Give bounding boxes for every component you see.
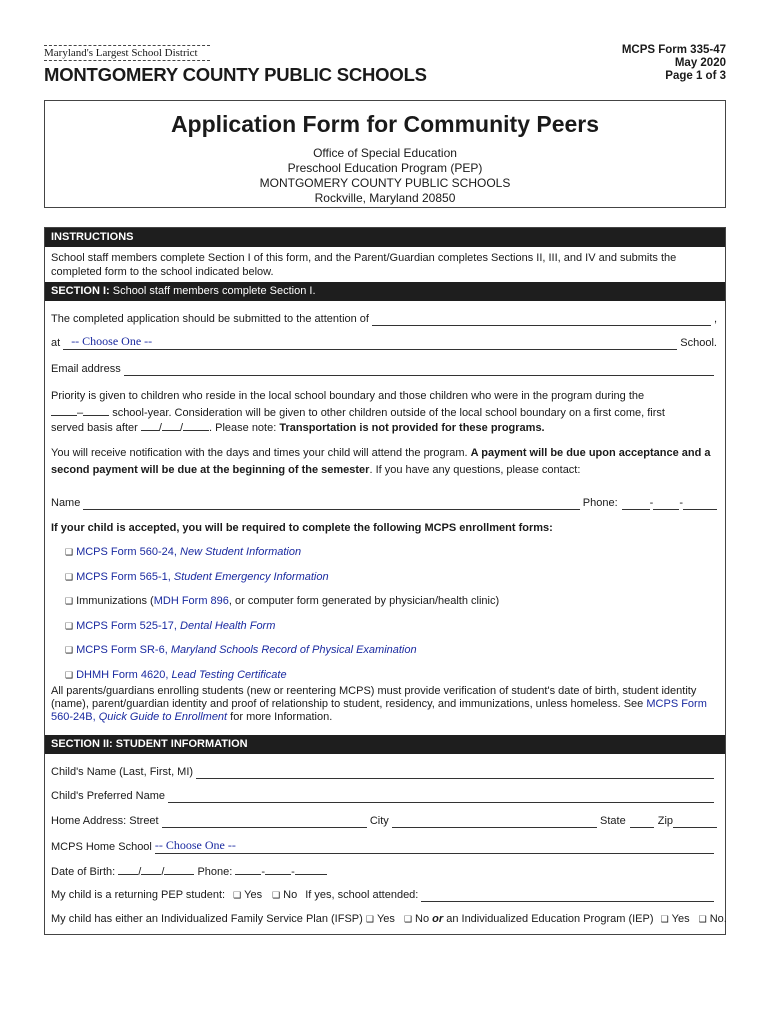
email-label: Email address: [51, 363, 121, 375]
child-name-label: Child's Name (Last, First, MI): [51, 766, 194, 778]
returning-row: [51, 888, 717, 902]
address-row: [51, 814, 717, 828]
form-item-sr-6[interactable]: [65, 643, 717, 657]
verify-end: for more Information.: [230, 711, 333, 723]
contact-phone-line[interactable]: [683, 498, 717, 510]
form-code: DHMH Form 4620,: [76, 669, 169, 681]
form-code: MCPS Form 525-17,: [76, 620, 177, 632]
zip-input[interactable]: [673, 816, 717, 828]
guide-form-name[interactable]: Quick Guide to Enrollment: [98, 711, 228, 723]
at-label: at: [51, 337, 61, 349]
checkbox-icon: ❑: [65, 645, 74, 655]
year-end-input[interactable]: [83, 404, 109, 416]
district-name-sub: MONTGOMERY COUNTY PUBLIC SCHOOLS: [259, 176, 511, 190]
school-select[interactable]: [63, 334, 677, 350]
school-attended-input[interactable]: [421, 890, 714, 902]
title-box: [44, 100, 726, 208]
preferred-name-label: Child's Preferred Name: [51, 790, 165, 802]
served-basis-label: served basis after: [51, 422, 138, 434]
verify-text: All parents/guardians enrolling students (new or reentering MCPS) must provide verification of student's date of birth, student identity (name), parent/guardian identity and proof of relationship to student, residency, and immunizations, unless homeless. See: [51, 685, 697, 710]
form-name: Student Emergency Information: [173, 571, 329, 583]
form-item-immunizations[interactable]: [65, 594, 717, 608]
ifsp-yes[interactable]: [366, 913, 395, 925]
iep-label: an Individualized Education Program (IEP): [446, 913, 654, 925]
dob-row: Date of Birth: / / Phone: - -: [51, 863, 717, 879]
street-input[interactable]: [162, 816, 367, 828]
main-form: [44, 227, 726, 935]
priority-line1: Priority is given to children who reside in the local school boundary and those children who were in the program during the: [51, 390, 645, 402]
if-yes-label: If yes, school attended:: [305, 889, 419, 901]
school-select-value: -- Choose One --: [71, 334, 153, 348]
checkbox-icon: ❑: [403, 914, 413, 924]
form-number: MCPS Form 335-47: [621, 44, 726, 56]
transportation-note: Transportation is not provided for these programs.: [279, 422, 545, 434]
guide-form-code[interactable]: MCPS Form 560-24B,: [51, 698, 707, 723]
yes-label: Yes: [244, 889, 263, 901]
returning-yes[interactable]: [233, 888, 262, 902]
instructions-text: School staff members complete Section I of this form, and the Parent/Guardian completes Sections II, III, and IV and submits the completed form to the school indicated below.: [51, 252, 677, 278]
school-row: [51, 334, 717, 350]
dob-day-input[interactable]: [141, 863, 161, 875]
form-date: May 2020: [674, 57, 726, 69]
checkbox-icon: ❑: [660, 914, 669, 924]
priority-line3: served basis after / / . Please note: Transportation is not provided for these programs.: [51, 419, 717, 435]
district-tagline: Maryland's Largest School District: [44, 45, 210, 61]
attention-input[interactable]: [372, 314, 711, 326]
checkbox-icon: ❑: [698, 914, 707, 924]
after-month-input[interactable]: [141, 419, 159, 431]
iep-no[interactable]: [699, 913, 727, 925]
immun-text-b: , or computer form generated by physician/health clinic): [228, 595, 500, 607]
checkbox-icon: ❑: [272, 890, 281, 900]
district-address: Rockville, Maryland 20850: [314, 191, 456, 205]
attention-label: The completed application should be submitted to the attention of: [51, 313, 369, 325]
notify-end: . If you have any questions, please contact:: [369, 464, 581, 476]
home-school-select-value: -- Choose One --: [154, 838, 236, 852]
form-name: Lead Testing Certificate: [171, 669, 287, 681]
priority-line2: – school-year. Consideration will be given to other children outside of the local school boundary on a first come, first: [51, 404, 717, 420]
accepted-heading: If your child is accepted, you will be required to complete the following MCPS enrollment forms:: [51, 522, 553, 534]
form-name: Maryland Schools Record of Physical Examination: [170, 644, 417, 656]
student-phone-label: Phone:: [197, 866, 233, 878]
instructions-heading: INSTRUCTIONS: [45, 228, 725, 247]
dob-year-input[interactable]: [164, 863, 194, 875]
contact-name-input[interactable]: [83, 498, 579, 510]
contact-phone-label: Phone:: [582, 497, 618, 509]
contact-phone-prefix[interactable]: [653, 498, 679, 510]
checkbox-icon: ❑: [233, 890, 242, 900]
notify-text: You will receive notification with the days and times your child will attend the program.: [51, 447, 468, 459]
no-label: No: [415, 913, 430, 925]
contact-name-label: Name: [51, 497, 81, 509]
form-item-dhmh-4620[interactable]: [65, 668, 717, 682]
dob-month-input[interactable]: [118, 863, 138, 875]
section1-desc: School staff members complete Section I.: [112, 285, 316, 297]
city-label: City: [369, 815, 389, 827]
city-input[interactable]: [392, 816, 597, 828]
iep-yes[interactable]: [661, 913, 690, 925]
section1-heading: [45, 282, 725, 301]
district-name: MONTGOMERY COUNTY PUBLIC SCHOOLS: [44, 64, 427, 85]
contact-phone-area[interactable]: [622, 498, 650, 510]
checkbox-icon: ❑: [65, 572, 74, 582]
please-note-label: . Please note:: [209, 422, 277, 434]
attention-comma: ,: [713, 313, 717, 325]
preferred-name-input[interactable]: [168, 791, 714, 803]
contact-row: Name Phone: - -: [51, 496, 717, 510]
after-year-input[interactable]: [183, 419, 209, 431]
attention-row: [51, 312, 717, 326]
returning-no[interactable]: [272, 888, 297, 902]
yes-label: Yes: [671, 913, 690, 925]
checkbox-icon: ❑: [65, 670, 74, 680]
street-label: Home Address: Street: [51, 815, 159, 827]
page-number: Page 1 of 3: [665, 70, 726, 82]
preferred-name-row: [51, 789, 717, 803]
zip-label: Zip: [657, 815, 673, 827]
student-phone-line[interactable]: [295, 863, 327, 875]
no-label: No: [283, 889, 298, 901]
state-label: State: [600, 815, 626, 827]
checkbox-icon: ❑: [65, 547, 74, 557]
dob-label: Date of Birth:: [51, 866, 116, 878]
state-input[interactable]: [630, 816, 654, 828]
mdh-form-link[interactable]: MDH Form 896: [153, 595, 229, 607]
school-suffix: School.: [680, 337, 717, 349]
form-code: MCPS Form 560-24,: [76, 546, 177, 558]
form-name: Dental Health Form: [180, 620, 276, 632]
returning-label: My child is a returning PEP student:: [51, 889, 226, 901]
email-row: [51, 362, 717, 376]
priority-line2-text: school-year. Consideration will be given to other children outside of the local school boundary on a first come, first: [112, 407, 665, 419]
verification-text: [51, 685, 717, 724]
form-code: MCPS Form 565-1,: [76, 571, 171, 583]
form-item-565-1[interactable]: [65, 570, 717, 584]
child-name-input[interactable]: [196, 767, 714, 779]
form-code: MCPS Form SR-6,: [76, 644, 168, 656]
form-identifier: [622, 44, 726, 83]
notify-payment1: A payment will be due upon acceptance: [470, 447, 679, 459]
form-item-560-24[interactable]: [65, 545, 717, 559]
notification-text: [51, 445, 717, 479]
yes-label: Yes: [376, 913, 395, 925]
home-school-label: MCPS Home School: [51, 841, 152, 853]
ifsp-iep-row: [51, 912, 727, 926]
checkbox-icon: ❑: [65, 596, 74, 606]
home-school-row: [51, 838, 717, 854]
ifsp-no[interactable]: [404, 913, 429, 925]
child-name-row: [51, 765, 717, 779]
section2-heading: SECTION II: STUDENT INFORMATION: [45, 735, 725, 754]
immun-text-a: Immunizations (: [76, 595, 154, 607]
form-item-525-17[interactable]: [65, 619, 717, 633]
year-start-input[interactable]: [51, 404, 77, 416]
student-phone-prefix[interactable]: [265, 863, 291, 875]
no-period-label: No.: [709, 913, 727, 925]
checkbox-icon: ❑: [65, 621, 74, 631]
section1-label: SECTION I:: [51, 285, 110, 297]
student-phone-area[interactable]: [235, 863, 261, 875]
or-label: or: [432, 913, 444, 925]
office-name: Office of Special Education: [313, 146, 457, 160]
form-title: Application Form for Community Peers: [170, 111, 600, 137]
after-day-input[interactable]: [162, 419, 180, 431]
checkbox-icon: ❑: [365, 914, 374, 924]
email-input[interactable]: [124, 364, 714, 376]
ifsp-label: My child has either an Individualized Family Service Plan (IFSP): [51, 913, 363, 925]
notify-payment2: and a second payment will be due at the beginning of the semester: [51, 447, 711, 476]
form-name: New Student Information: [180, 546, 302, 558]
home-school-select[interactable]: [155, 838, 714, 854]
program-name: Preschool Education Program (PEP): [287, 161, 483, 175]
